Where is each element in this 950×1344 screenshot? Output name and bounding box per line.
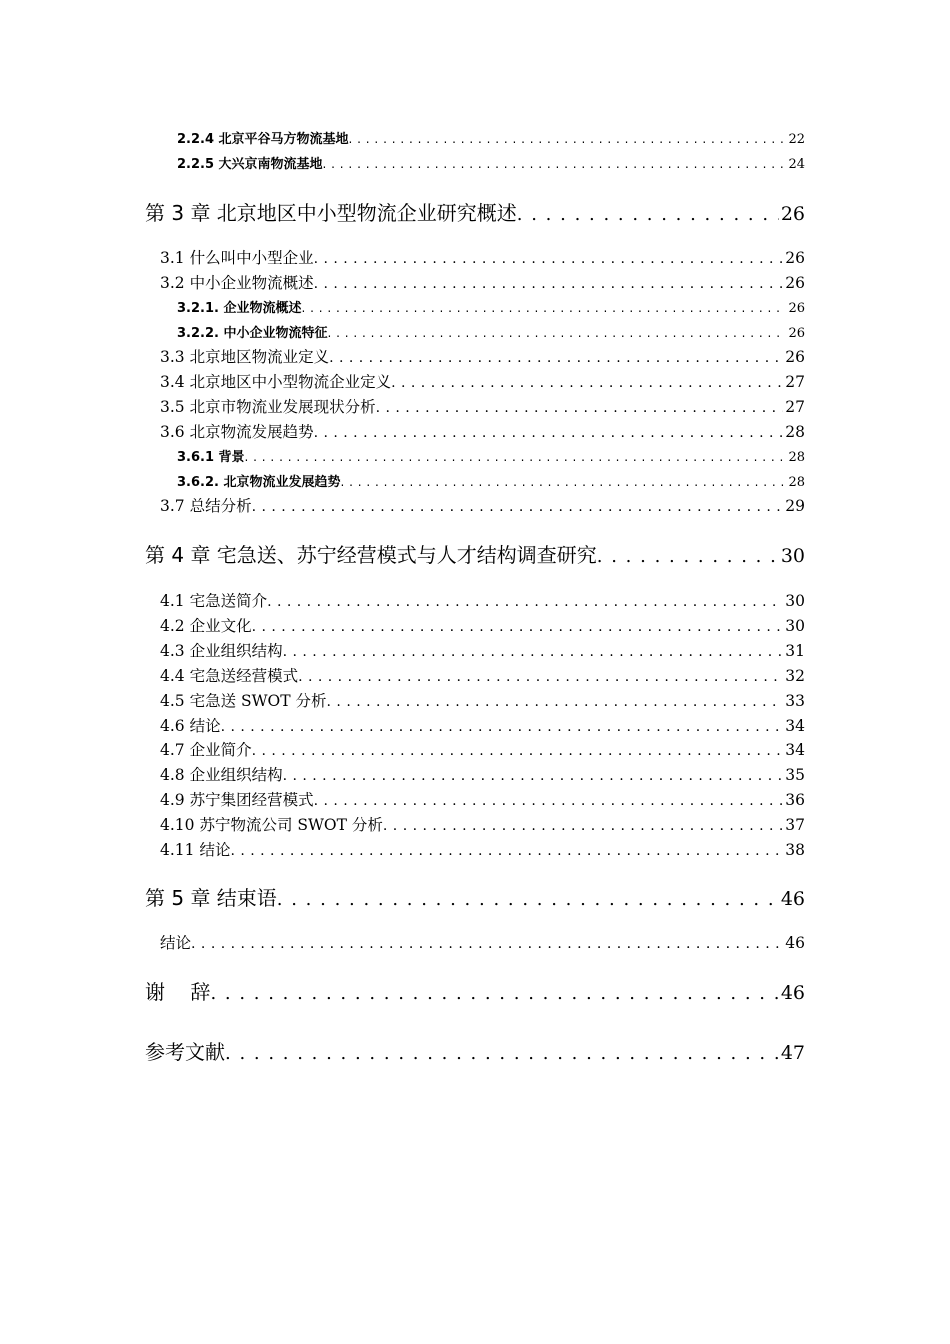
toc-entry-page: 34 [785, 717, 805, 735]
toc-entry-page: 28 [788, 450, 805, 465]
dot-leader [283, 644, 784, 660]
dot-leader [376, 400, 784, 416]
toc-entry-title: 4.8 企业组织结构 [160, 766, 283, 784]
toc-entry-page: 28 [785, 423, 805, 441]
toc-entry-page: 34 [785, 741, 805, 759]
toc-entry-3-2-2[interactable] [177, 322, 805, 342]
toc-entry-4-6[interactable] [160, 714, 805, 736]
toc-entry-page: 22 [788, 132, 805, 147]
toc-chapter-title: 第 3 章 北京地区中小型物流企业研究概述 [145, 201, 517, 225]
dot-leader [314, 276, 784, 292]
toc-entry-title: 4.5 宅急送 SWOT 分析 [160, 692, 327, 710]
toc-entry-4-8[interactable] [160, 763, 805, 785]
toc-entry-4-9[interactable] [160, 788, 805, 810]
toc-entry-page: 29 [785, 497, 805, 515]
toc-chapter-title: 参考文献 [145, 1040, 225, 1064]
dot-leader [267, 594, 783, 610]
dot-leader [277, 889, 779, 910]
dot-leader [383, 818, 783, 834]
dot-leader [314, 793, 784, 809]
toc-entry-title: 3.1 什么叫中小型企业 [160, 249, 314, 267]
toc-chapter-title: 第 5 章 结束语 [145, 886, 277, 910]
dot-leader [225, 1043, 779, 1064]
toc-entry-title: 4.9 苏宁集团经营模式 [160, 791, 314, 809]
toc-entry-page: 38 [785, 841, 805, 859]
dot-leader [323, 157, 787, 171]
dot-leader [340, 475, 786, 489]
toc-entry-4-10[interactable] [160, 813, 805, 835]
toc-entry-2-2-5[interactable] [177, 153, 805, 173]
toc-entry-3-4[interactable] [160, 370, 805, 392]
dot-leader [191, 936, 783, 952]
toc-entry-4-3[interactable] [160, 639, 805, 661]
toc-entry-title: 3.2 中小企业物流概述 [160, 274, 314, 292]
toc-entry-page: 46 [780, 982, 805, 1004]
toc-entry-page: 24 [788, 157, 805, 172]
toc-entry-conclusion[interactable] [160, 931, 805, 953]
toc-entry-title: 2.2.4 北京平谷马方物流基地 [177, 132, 349, 147]
toc-entry-3-5[interactable] [160, 395, 805, 417]
toc-entry-4-11[interactable] [160, 838, 805, 860]
toc-entry-3-2[interactable] [160, 271, 805, 293]
dot-leader [301, 301, 786, 315]
toc-entry-title: 结论 [160, 934, 192, 952]
toc-entry-title: 4.4 宅急送经营模式 [160, 667, 299, 685]
toc-entry-page: 37 [785, 816, 805, 834]
dot-leader [252, 743, 784, 759]
dot-leader [314, 251, 784, 267]
toc-entry-page: 26 [788, 301, 805, 316]
toc-entry-3-6-1[interactable] [177, 446, 805, 466]
toc-entry-4-4[interactable] [160, 664, 805, 686]
toc-entry-page: 33 [785, 692, 805, 710]
toc-entry-title: 4.11 结论 [160, 841, 231, 859]
toc-entry-4-7[interactable] [160, 738, 805, 760]
toc-entry-page: 26 [785, 348, 805, 366]
toc-entry-title: 4.10 苏宁物流公司 SWOT 分析 [160, 816, 383, 834]
toc-entry-title: 3.3 北京地区物流业定义 [160, 348, 330, 366]
toc-entry-title: 3.2.1. 企业物流概述 [177, 301, 302, 316]
dot-leader [252, 499, 784, 515]
dot-leader [597, 546, 779, 567]
toc-entry-title: 3.2.2. 中小企业物流特征 [177, 326, 328, 341]
dot-leader [283, 768, 784, 784]
toc-entry-3-7[interactable] [160, 494, 805, 516]
toc-entry-title: 4.6 结论 [160, 717, 221, 735]
toc-entry-3-1[interactable] [160, 246, 805, 268]
toc-acknowledgements[interactable] [145, 976, 805, 1004]
toc-entry-4-2[interactable] [160, 614, 805, 636]
toc-chapter-3[interactable] [145, 197, 805, 225]
toc-entry-page: 31 [785, 642, 805, 660]
toc-entry-4-5[interactable] [160, 689, 805, 711]
dot-leader [327, 694, 784, 710]
dot-leader [314, 425, 784, 441]
toc-entry-title: 4.7 企业简介 [160, 741, 252, 759]
toc-entry-page: 35 [785, 766, 805, 784]
toc-entry-title: 4.3 企业组织结构 [160, 642, 283, 660]
toc-chapter-title: 第 4 章 宅急送、苏宁经营模式与人才结构调查研究 [145, 543, 597, 567]
toc-entry-page: 46 [785, 934, 805, 952]
dot-leader [349, 132, 787, 146]
toc-entry-page: 30 [780, 545, 805, 567]
toc-entry-page: 26 [780, 203, 805, 225]
dot-leader [210, 983, 778, 1004]
toc-chapter-5[interactable] [145, 882, 805, 910]
dot-leader [221, 719, 784, 735]
toc-entry-page: 32 [785, 667, 805, 685]
dot-leader [391, 375, 783, 391]
toc-entry-page: 46 [780, 888, 805, 910]
toc-chapter-4[interactable] [145, 539, 805, 567]
toc-entry-page: 47 [780, 1042, 805, 1064]
toc-references[interactable] [145, 1036, 805, 1064]
dot-leader [517, 204, 779, 225]
dot-leader [252, 619, 784, 635]
toc-entry-page: 30 [785, 592, 805, 610]
toc-entry-page: 27 [785, 373, 805, 391]
toc-entry-page: 26 [785, 249, 805, 267]
toc-entry-title: 3.6.1 背景 [177, 450, 245, 465]
toc-entry-3-3[interactable] [160, 345, 805, 367]
dot-leader [245, 450, 787, 464]
toc-entry-3-2-1[interactable] [177, 297, 805, 317]
toc-entry-title: 3.6.2. 北京物流业发展趋势 [177, 475, 341, 490]
toc-entry-page: 26 [785, 274, 805, 292]
toc-entry-page: 36 [785, 791, 805, 809]
toc-entry-2-2-4[interactable] [177, 128, 805, 148]
toc-entry-title: 4.2 企业文化 [160, 617, 252, 635]
dot-leader [298, 669, 783, 685]
toc-chapter-title: 谢 辞 [145, 980, 211, 1004]
dot-leader [329, 350, 783, 366]
toc-entry-3-6[interactable] [160, 420, 805, 442]
toc-entry-page: 26 [788, 326, 805, 341]
toc-entry-4-1[interactable] [160, 589, 805, 611]
toc-entry-title: 3.6 北京物流发展趋势 [160, 423, 314, 441]
dot-leader [230, 843, 783, 859]
toc-entry-title: 3.5 北京市物流业发展现状分析 [160, 398, 376, 416]
toc-entry-page: 28 [788, 475, 805, 490]
toc-entry-title: 3.7 总结分析 [160, 497, 252, 515]
toc-entry-page: 27 [785, 398, 805, 416]
toc-entry-title: 2.2.5 大兴京南物流基地 [177, 157, 323, 172]
toc-entry-title: 3.4 北京地区中小型物流企业定义 [160, 373, 392, 391]
toc-entry-title: 4.1 宅急送简介 [160, 592, 268, 610]
toc-entry-3-6-2[interactable] [177, 471, 805, 491]
toc-entry-page: 30 [785, 617, 805, 635]
dot-leader [327, 326, 786, 340]
